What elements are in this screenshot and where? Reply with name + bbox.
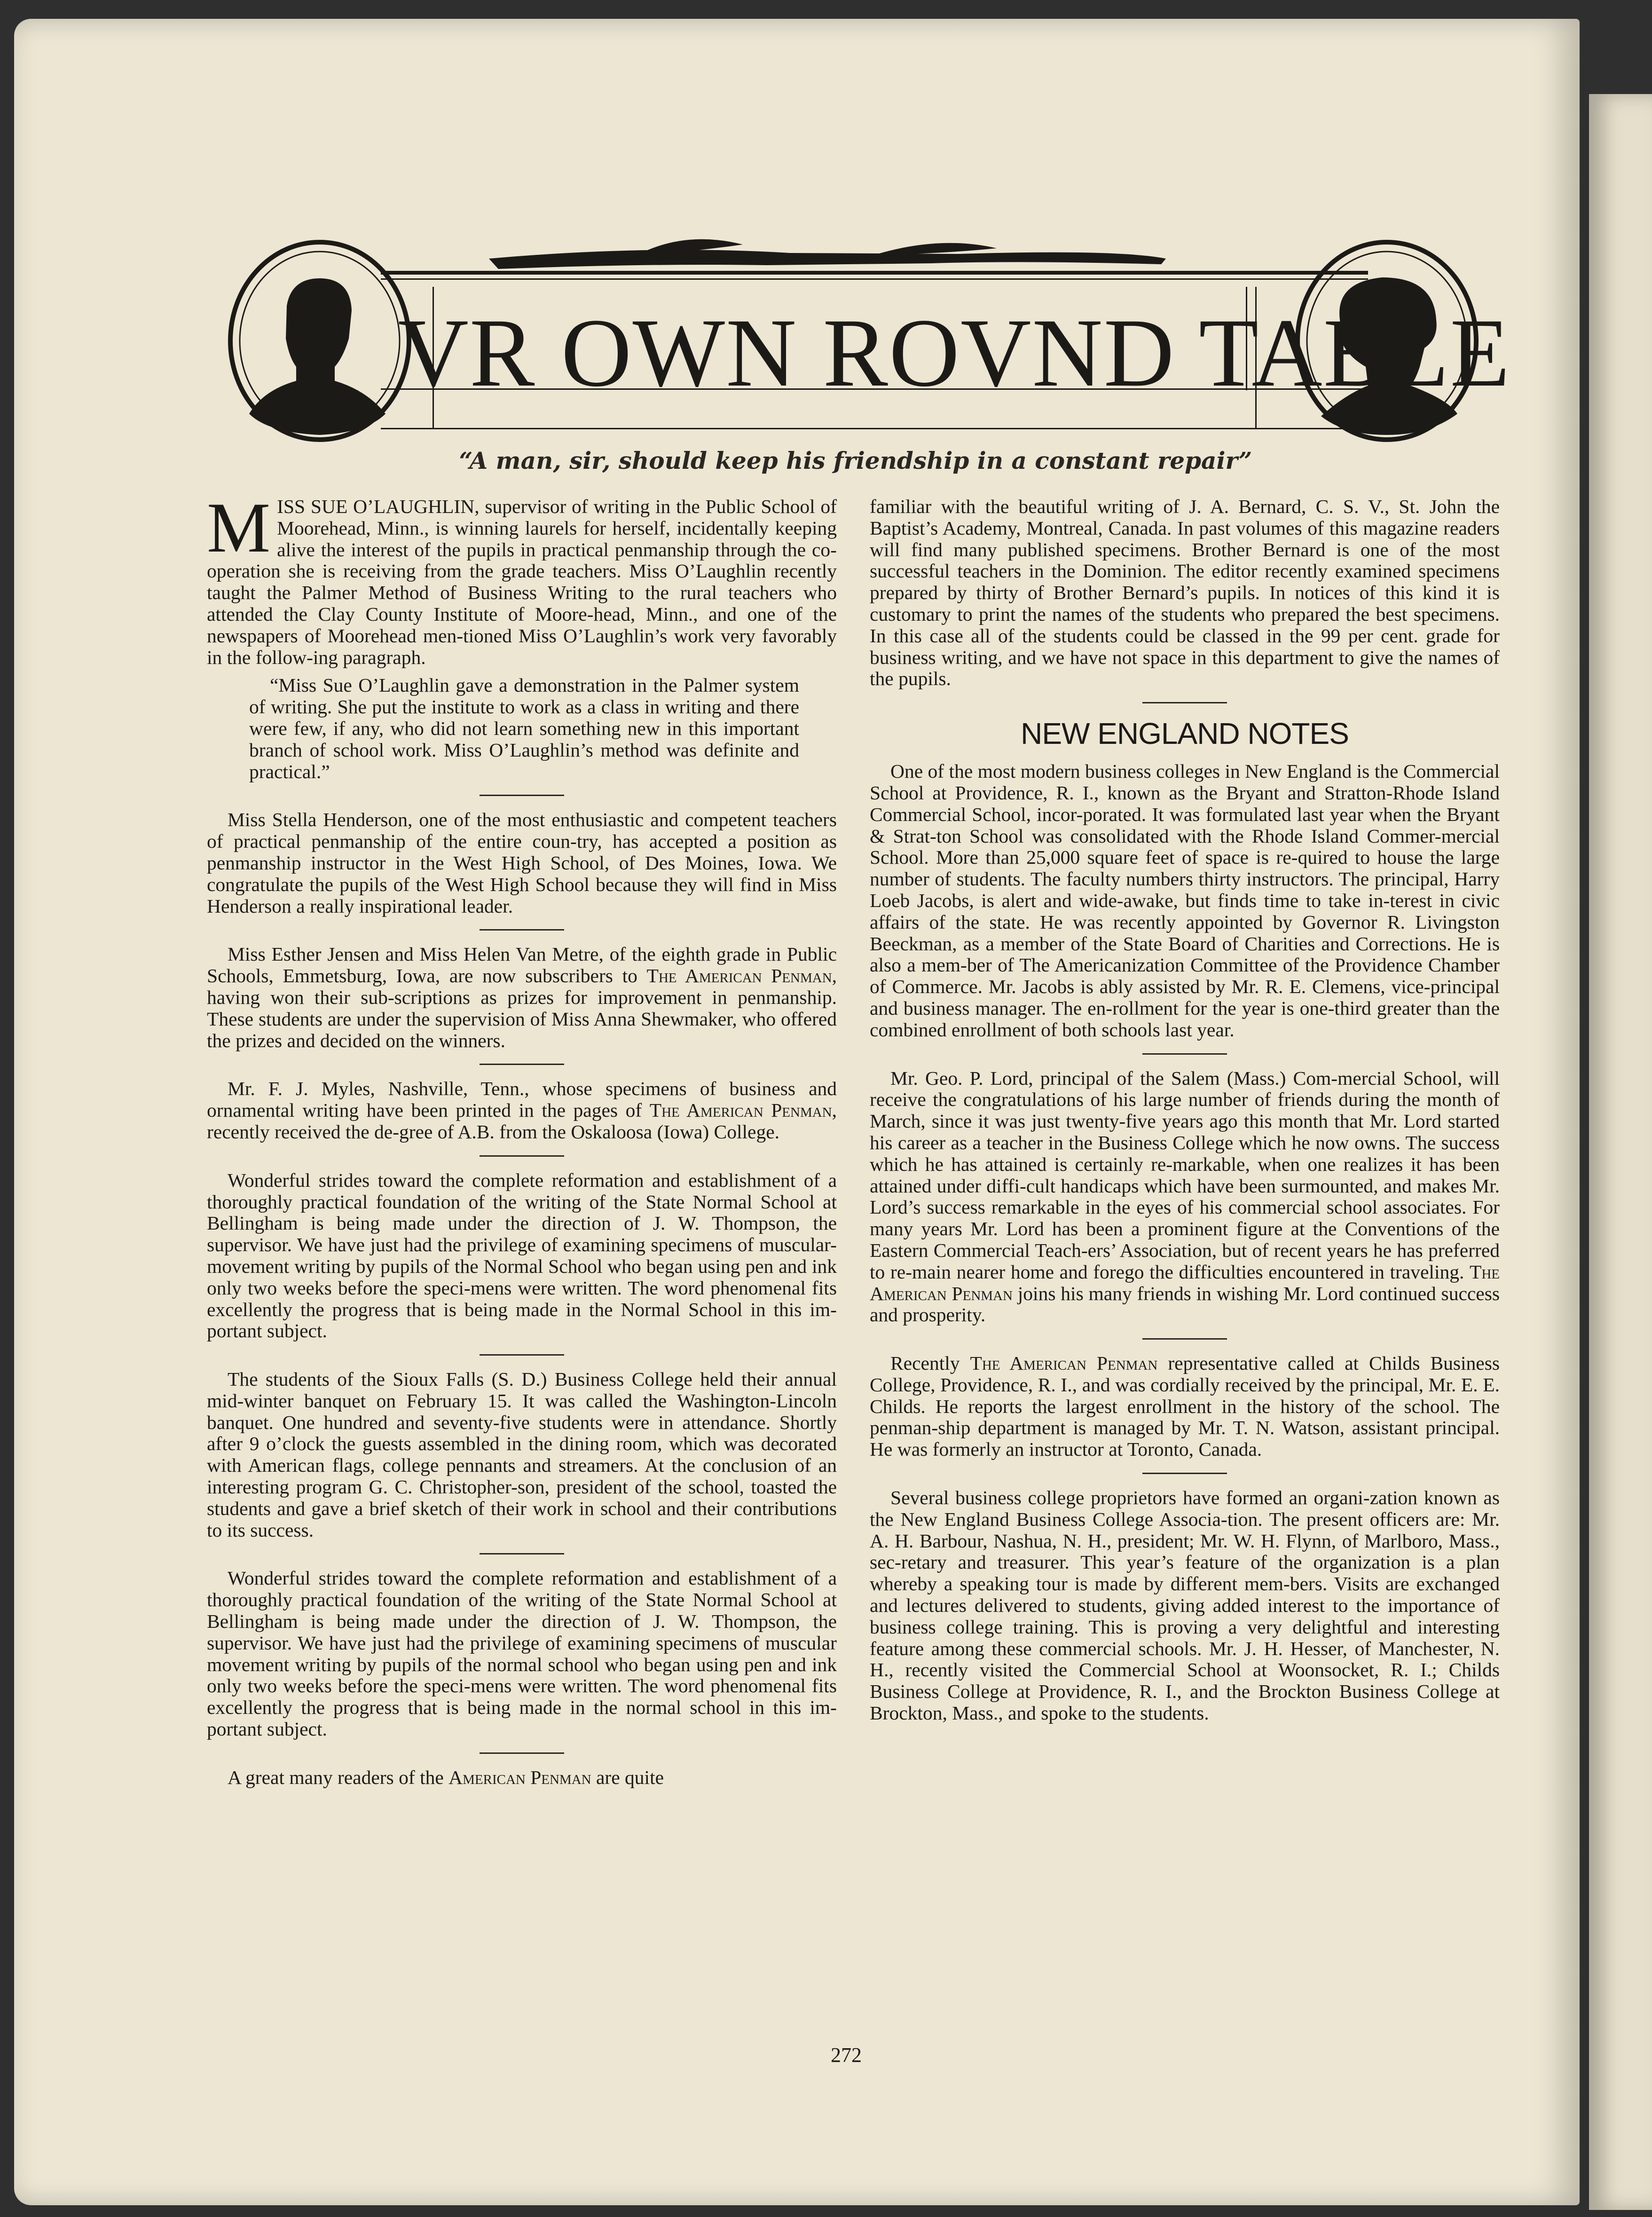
article-paragraph: The students of the Sioux Falls (S. D.) Business College held their annual mid-winter banquet on February 15. It was called the Washington-Lincoln banquet. One hundred and seventy-five students were in attendance. Shortly after 9 o’clock the guests assembled in the dining room, which was decorated with American flags, college pennants and streamers. At the conclusion of an interesting program G. C. Christopher-son, president of the school, toasted the students and gave a brief sketch of their work in school and their contributions to its success. [207, 1368, 837, 1541]
man-silhouette-icon [249, 278, 385, 435]
article-paragraph: Several business college proprietors have formed an organi-zation known as the New England Business College Associa-tion. The present officers are: Mr. A. H. Barbour, Nashua, N. H., president; Mr. W. H. Flynn, of Marlboro, Mass., sec-retary and treasurer. This year’s feature of the organization is a plan whereby a speaking tour is made by different mem-bers. Visits are exchanged and lectures delivered to students, giving added interest to the importance of business college training. This is proving a very delightful and interesting feature among these commercial schools. Mr. J. H. Hesser, of Manchester, N. H., recently visited the Commercial School at Woonsocket, R. I.; Childs Business College at Providence, R. I., and the Brockton Business College at Brockton, Mass., and spoke to the students. [870, 1487, 1500, 1724]
drop-cap: M [207, 488, 271, 567]
article-paragraph: One of the most modern business colleges in New England is the Commercial School at Providence, R. I., known as the Bryant and Stratton-Rhode Island Commercial School, incor-porated. It was formulated last year when the Bryant & Strat-ton School was consolidated with the Rhode Island Commer-mercial School. More than 25,000 square feet of space is re-quired to house the large number of students. The faculty numbers thirty instructors. The principal, Harry Loeb Jacobs, is alert and wide-awake, but finds time to take in-terest in civic affairs of the state. He was recently appointed by Governor R. Livingston Beeckman, as a member of the State Board of Charities and Corrections. He is also a mem-ber of The Americanization Committee of the Providence Chamber of Commerce. Mr. Jacobs is ably assisted by Mr. R. E. Clemens, vice-principal and business manager. The en-rollment for the year is one-third greater than the combined enrollment of both schools last year. [870, 760, 1500, 1041]
divider-rule [480, 1354, 564, 1356]
page-number: 272 [831, 2043, 862, 2067]
facing-page-edge [1589, 94, 1652, 2210]
divider-rule [480, 1155, 564, 1157]
publication-name: The American Penman [646, 965, 832, 987]
publication-name: The American Penman [649, 1099, 832, 1121]
right-column [870, 496, 1500, 1724]
left-portrait-medallion [230, 242, 409, 440]
block-quote: “Miss Sue O’Laughlin gave a demonstration in the Palmer system of writing. She put the institute to work as a class in writing and there were few, if any, who did not learn something new in this important branch of school work. Miss O’Laughlin’s method was definite and practical.” [249, 674, 799, 782]
quill-pen-icon [489, 239, 1166, 269]
divider-rule [480, 1553, 564, 1554]
divider-rule [480, 929, 564, 931]
divider-rule [480, 1752, 564, 1754]
divider-rule [1142, 1053, 1227, 1055]
divider-rule [480, 1064, 564, 1065]
section-heading: NEW ENGLAND NOTES [1021, 717, 1349, 751]
motto: “A man, sir, should keep his friendship in a constant repair” [459, 447, 1252, 474]
article-paragraph: Mr. F. J. Myles, Nashville, Tenn., whose specimens of business and ornamental writing have been printed in the pages of The American Penman, recently received the de-gree of A.B. from the Oskaloosa (Iowa) College. [207, 1078, 837, 1143]
divider-rule [1142, 1473, 1227, 1474]
article-paragraph: familiar with the beautiful writing of J. A. Bernard, C. S. V., St. John the Baptist’s Academy, Montreal, Canada. In past volumes of this magazine readers will find many published specimens. Brother Bernard is one of the most successful teachers in the Dominion. The editor recently examined specimens prepared by thirty of Brother Bernard’s pupils. In notices of this kind it is customary to print the names of the students who prepared the best specimens. In this case all of the students could be classed in the 99 per cent. grade for business writing, and we have not space in this department to give the names of the pupils. [870, 496, 1500, 690]
divider-rule [1142, 1338, 1227, 1340]
article-paragraph: A great many readers of the American Penman are quite [228, 1766, 664, 1788]
page-title: VR OWN ROVND TABLE [398, 298, 1511, 407]
article-paragraph: Wonderful strides toward the complete reformation and establishment of a thoroughly practical foundation of the writing of the State Normal School at Bellingham is being made under the direction of J. W. Thompson, the supervisor. We have just had the privilege of examining specimens of muscular-movement writing by pupils of the Normal School who began using pen and ink only two weeks before the speci-mens were written. The word phenomenal fits excellently the progress that is being made in the Normal School in this im-portant subject. [207, 1169, 837, 1342]
publication-name: The American Penman [870, 1261, 1500, 1304]
divider-rule [1142, 702, 1227, 703]
banner-top-rule [381, 271, 1368, 275]
article-paragraph: Wonderful strides toward the complete reformation and establishment of a thoroughly practical foundation of the writing of the State Normal School at Bellingham is being made under the direction of J. W. Thompson, the supervisor. We have just had the privilege of examining specimens of muscular movement writing by pupils of the normal school who began using pen and ink only two weeks before the speci-mens were written. The word phenomenal fits excellently the progress that is being made in the normal school in this im-portant subject. [207, 1567, 837, 1740]
article-paragraph: Mr. Geo. P. Lord, principal of the Salem (Mass.) Com-mercial School, will receive the congratulations of his large number of friends during the month of March, since it was just twenty-five years ago this month that Mr. Lord started his career as a teacher in the Business College which he now owns. The success which he has attained is certainly re-markable, when one realizes it has been attained under diffi-cult handicaps which have been surmounted, and makes Mr. Lord’s success remarkable in the eyes of his commercial school associates. For many years Mr. Lord has been a prominent figure at the Conventions of the Eastern Commercial Teach-ers’ Association, but of recent years he has preferred to re-main nearer home and forego the difficulties encountered in traveling. The American Penman joins his many friends in wishing Mr. Lord continued success and prosperity. [870, 1067, 1500, 1326]
header-banner [226, 226, 1511, 447]
article-paragraph: Miss Esther Jensen and Miss Helen Van Metre, of the eighth grade in Public Schools, Emmetsburg, Iowa, are now subscribers to The American Penman, having won their sub-scriptions as prizes for improvement in penmanship. These students are under the supervision of Miss Anna Shewmaker, who offered the prizes and decided on the winners. [207, 943, 837, 1051]
left-column [207, 488, 837, 1789]
article-paragraph: MISS SUE O’LAUGHLIN, supervisor of writing in the Public School of Moorehead, Minn., is winning laurels for herself, incidentally keeping alive the interest of the pupils in practical penmanship through the co-operation she is receiving from the grade teachers. Miss O’Laughlin recently taught the Palmer Method of Business Writing to the rural teachers who attended the Clay County Institute of Moore-head, Minn., and one of the newspapers of Moorehead men-tioned Miss O’Laughlin’s work very favorably in the follow-ing paragraph. [207, 488, 837, 668]
publication-name: American Penman [448, 1766, 591, 1788]
article-paragraph: Miss Stella Henderson, one of the most enthusiastic and competent teachers of practical penmanship of the entire coun-try, has accepted a position as penmanship instructor in the West High School, of Des Moines, Iowa. We congratulate the pupils of the West High School because they will find in Miss Henderson a really inspirational leader. [207, 809, 837, 917]
article-paragraph: Recently The American Penman representative called at Childs Business College, Providence, R. I., and was cordially received by the principal, Mr. E. E. Childs. He reports the largest enrollment in the history of the school. The penman-ship department is managed by Mr. T. N. Watson, assistant principal. He was formerly an instructor at Toronto, Canada. [870, 1352, 1500, 1460]
divider-rule [480, 795, 564, 796]
publication-name: The American Penman [970, 1352, 1158, 1374]
